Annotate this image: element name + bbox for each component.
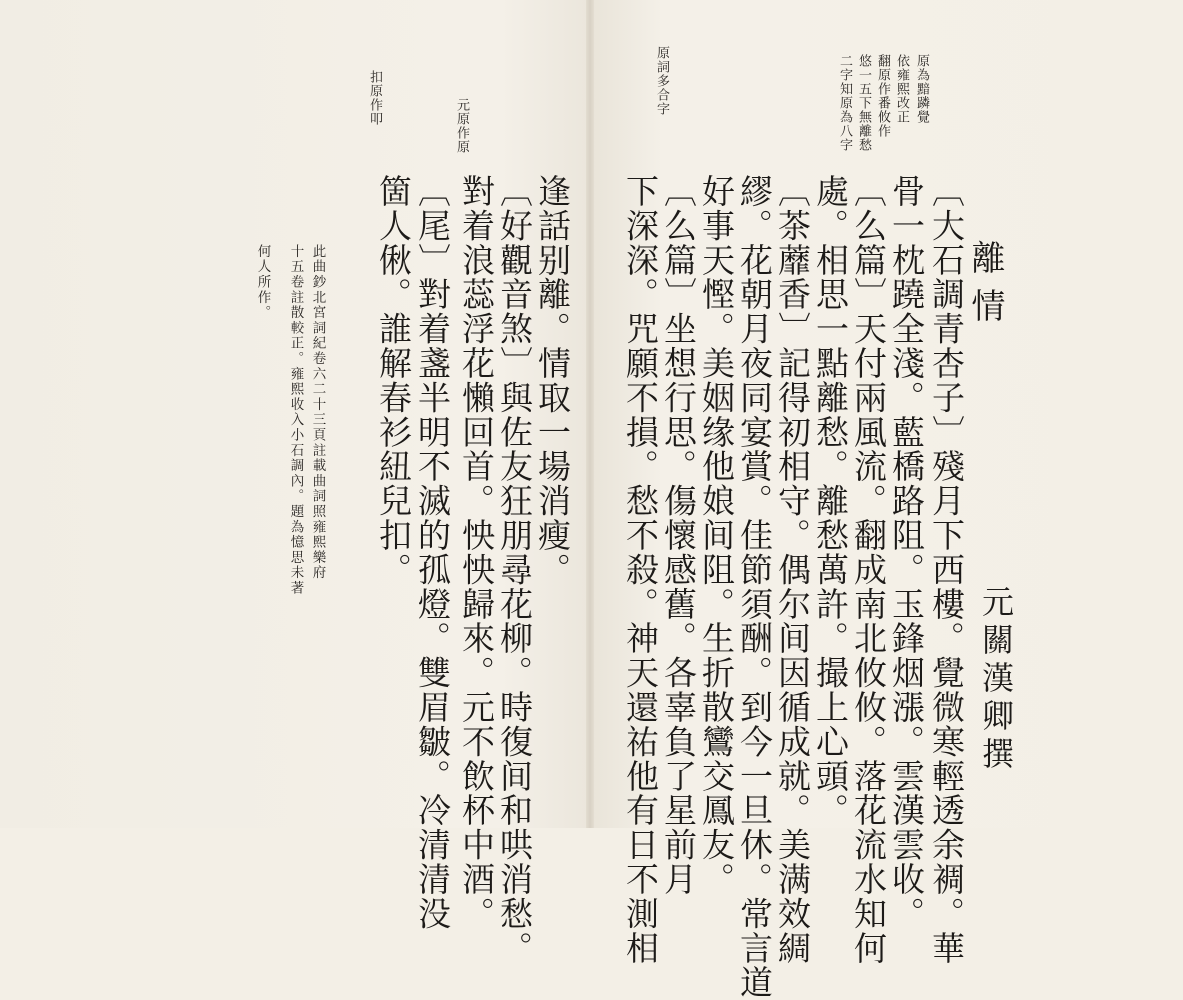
annotation-note: 翻原作番攸作 — [875, 54, 890, 138]
annotation-note: 元原作原 — [454, 98, 469, 154]
text-column: 對着浪蕊浮花懶回首。怏怏歸來。元不飲杯中酒。 — [457, 174, 496, 931]
text-column: 繆。花朝月夜同宴賞。佳節須酬。到今一旦休。常言道 — [735, 174, 774, 1000]
colophon-line: 此曲鈔北宮詞紀卷六二十三頁註載曲詞照雍熙樂府 — [309, 244, 326, 581]
text-column: 骨一枕蹺全淺。藍橋路阻。玉鋒烟漲。雲漢雲收。 — [887, 174, 926, 931]
text-column: 〔好觀音煞〕與佐友狂朋尋花柳。時復间和哄消愁。 — [495, 174, 534, 966]
annotation-note: 原為黯蹸覺 — [914, 54, 929, 124]
colophon-line: 十五卷註散較正。雍熙收入小石調內。題為憶思未著 — [287, 244, 304, 596]
text-column: 〔么篇〕坐想行思。傷懷感舊。各辜負了星前月 — [659, 174, 698, 897]
poem-author: 元關漢卿撰 — [977, 585, 1015, 775]
annotation-note: 扣原作叩 — [367, 70, 382, 126]
annotation-note: 依雍熙改正 — [894, 54, 909, 124]
annotation-note: 二字知原為八字 — [837, 54, 852, 152]
annotation-note: 悠一五下無離愁 — [856, 54, 871, 152]
book-gutter — [586, 0, 594, 828]
text-column: 處。相思一點離愁。離愁萬許。撮上心頭。 — [811, 174, 850, 828]
colophon-line: 何人所作。 — [254, 244, 271, 321]
text-column: 下深深。咒願不損。愁不殺。神天還祐他有日不測相 — [621, 174, 660, 966]
text-column: 〔么篇〕天付兩風流。翻成南北攸攸。落花流水知何 — [849, 174, 888, 966]
text-column: 好事天慳。美姻缘他娘间阻。生折散鸞交鳳友。 — [697, 174, 736, 897]
text-column: 〔茶蘼香〕記得初相守。偶尔间因循成就。美满效綢 — [773, 174, 812, 966]
annotation-note: 原詞多合字 — [654, 46, 669, 116]
text-column: 逢話别離。情取一場消瘦。 — [533, 174, 572, 587]
poem-title: 離情 — [965, 240, 1005, 336]
text-column: 〔大石調青杏子〕殘月下西樓。覺微寒輕透余裯。華 — [927, 174, 966, 966]
text-column: 箇人偢。誰解春衫紐兒扣。 — [374, 174, 413, 587]
text-column: 〔尾〕對着盞半明不滅的孤燈。雙眉皺。冷清清没 — [413, 174, 452, 931]
